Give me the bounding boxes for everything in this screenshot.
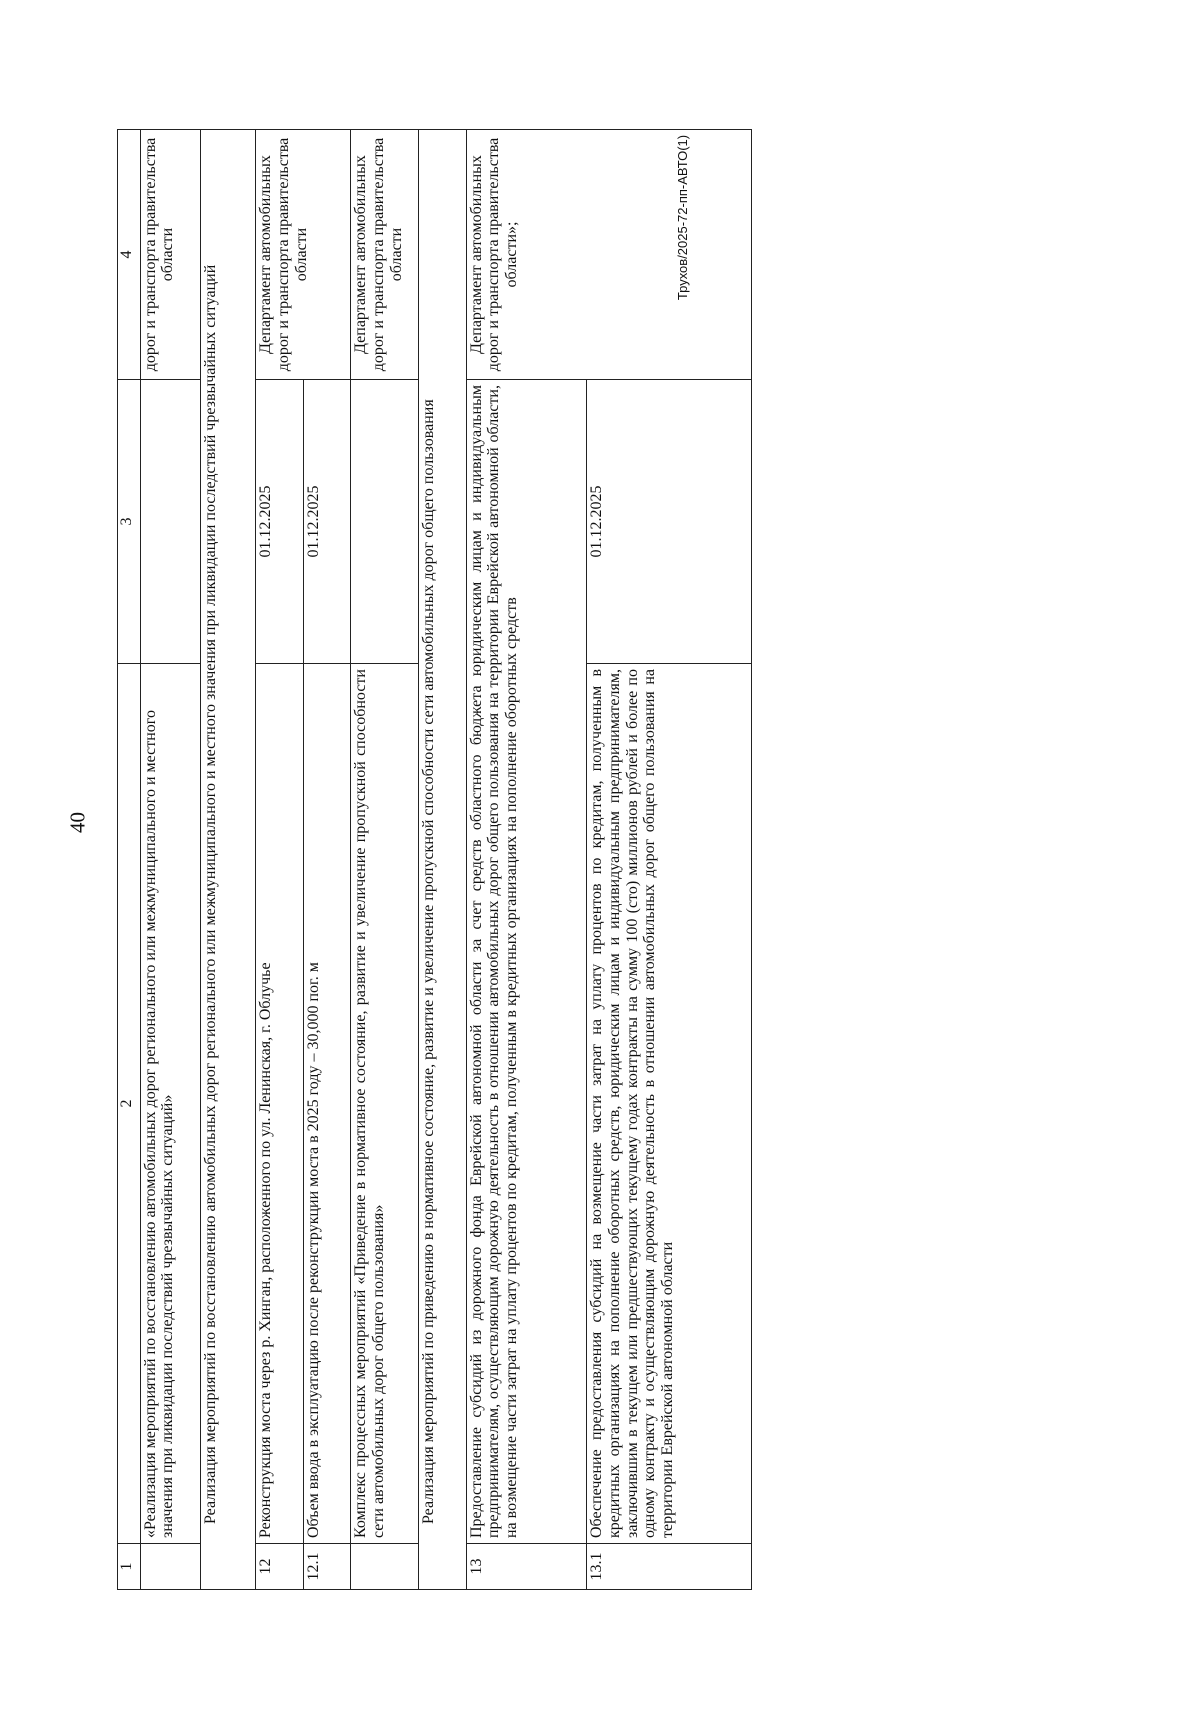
section-heading: Реализация мероприятий по приведению в нормативное состояние, развитие и увеличение пропускной способности сети автомобильных дорог общего пользования (419, 130, 466, 1590)
row-description: «Реализация мероприятий по восстановлению автомобильных дорог регионального или межмуниципального и местного значения при ликвидации последствий чрезвычайных ситуаций» (140, 664, 200, 1544)
row-description: Комплекс процессных мероприятий «Приведение в нормативное состояние, развитие и увеличение пропускной способности сети автомобильных дорог общего пользования» (350, 664, 419, 1544)
section-heading: Реализация мероприятий по восстановлению автомобильных дорог регионального или межмуниципального и местного значения при ликвидации последствий чрезвычайных ситуаций (200, 130, 256, 1590)
header-row (118, 130, 141, 1590)
row-date (350, 380, 419, 664)
header-col-2: 2 (118, 664, 141, 1544)
row-responsible: дорог и транспорта правительства области (140, 130, 200, 380)
row-date: 01.12.2025 (256, 380, 303, 664)
row-number (350, 1544, 419, 1590)
header-col-4: 4 (118, 130, 141, 380)
row-description: Объем ввода в эксплуатацию после реконструкции моста в 2025 году – 30,000 пог. м (303, 664, 350, 1544)
row-description: Предоставление субсидий из дорожного фонда Еврейской автономной области за счет средств областного бюджета юридическим лицам и индивидуальным предпринимателям, осуществляющим дорожную деятельность в отношении автомобильных дорог общего пользования на территории Еврейской автономной области, на возмещение части затрат на уплату процентов по кредитам, полученным в кредитных организациях на пополнение оборотных средств (466, 380, 586, 1544)
row-number: 13.1 (586, 1544, 751, 1590)
table-row (200, 130, 256, 1590)
rotated-table-container (117, 130, 752, 1590)
table-row (256, 130, 303, 1590)
table-row (140, 130, 200, 1590)
page-number: 40 (65, 812, 90, 833)
row-number: 13 (466, 1544, 586, 1590)
row-number (140, 1544, 200, 1590)
row-date (140, 380, 200, 664)
table-row (419, 130, 466, 1590)
activities-table (117, 129, 752, 1590)
row-description: Обеспечение предоставления субсидий на возмещение части затрат на уплату процентов по кредитам, полученным в кредитных организациях на пополнение оборотных средств, юридическим лицам и индивидуальным предпринимателям, заключившим в текущем или предшествующих текущему годах контракты на сумму 100 (сто) миллионов рублей и более по одному контракту и осуществляющим дорожную деятельность в отношении автомобильных дорог общего пользования на территории Еврейской автономной области (586, 664, 751, 1544)
table-row (466, 130, 586, 1590)
row-responsible: Департамент автомобильных дорог и транспорта правительства области (256, 130, 350, 380)
header-col-1: 1 (118, 1544, 141, 1590)
document-code: Трухов/2025-72-пп-АВТО(1) (675, 134, 691, 301)
row-responsible: Департамент автомобильных дорог и транспорта правительства области»; (466, 130, 751, 380)
table-row (350, 130, 419, 1590)
row-responsible: Департамент автомобильных дорог и транспорта правительства области (350, 130, 419, 380)
row-date: 01.12.2025 (303, 380, 350, 664)
row-date: 01.12.2025 (586, 380, 751, 664)
row-description: Реконструкция моста через р. Хинган, расположенного по ул. Ленинская, г. Облучье (256, 664, 303, 1544)
row-number: 12.1 (303, 1544, 350, 1590)
row-number: 12 (256, 1544, 303, 1590)
header-col-3: 3 (118, 380, 141, 664)
